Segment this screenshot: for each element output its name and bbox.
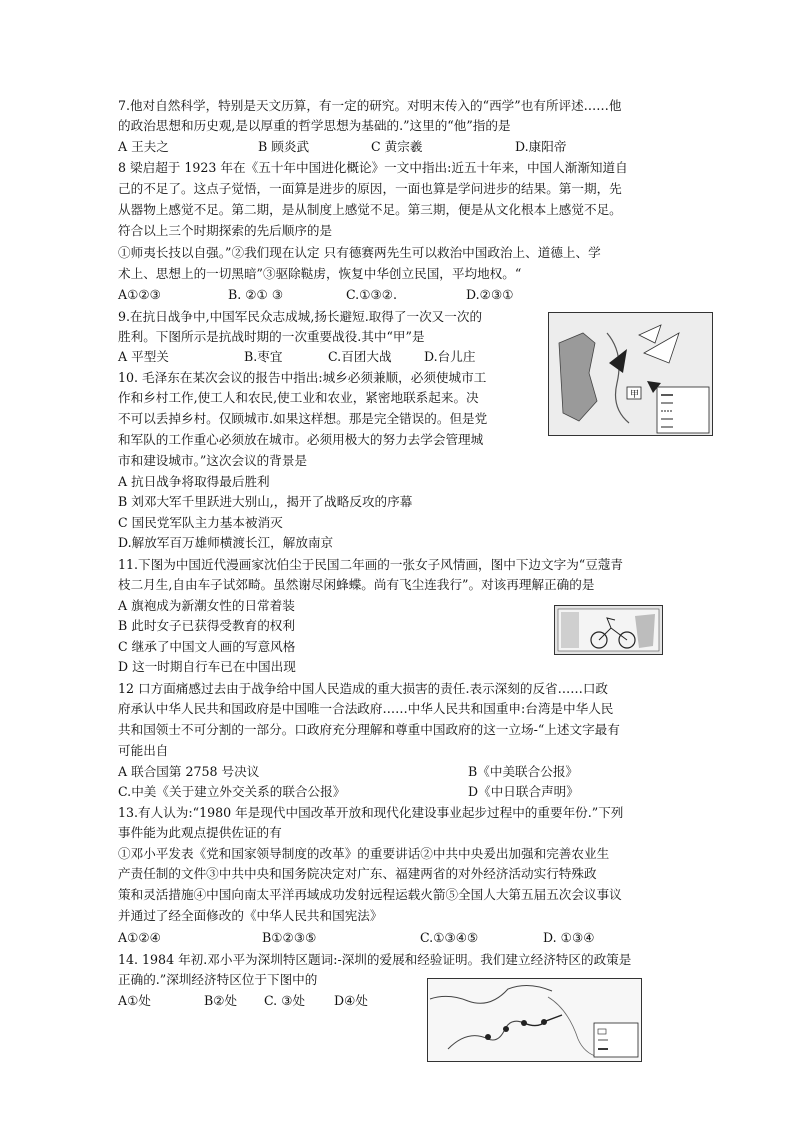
map-boundary [430, 985, 552, 1003]
q14-option-b: B②处 [204, 993, 238, 1008]
q10-option-d: D.解放军百万雄师横渡长江，解放南京 [118, 535, 334, 550]
map-river [607, 333, 629, 423]
q11-line-2: 枝二月生,自由车子试郊畸。虽然谢尽闲蜂蝶。尚有飞尘连我行”。对该再理解正确的是 [118, 577, 595, 592]
legend-row-1 [598, 1029, 606, 1034]
q7-option-d: D.康阳帝 [515, 139, 567, 154]
q8-line-1: 8 梁启超于 1923 年在《五十年中国进化概论》一文中指出:近五十年来，中国人渐渐知道自 [118, 160, 628, 175]
q8-option-a: A①②③ [118, 287, 161, 302]
cartoon-inscription [561, 612, 579, 648]
q8-option-d: D.②③① [466, 287, 514, 302]
q14-option-c: C. ③处 [264, 993, 306, 1008]
q10-line-5: 市和建设城市。”这次会议的背景是 [118, 453, 308, 468]
q12-line-3: 共和国领士不可分割的一部分。口政府充分理解和尊重中国政府的这一立场-“上述文字最有 [118, 722, 620, 737]
q8-line-4: 符合以上三个时期探索的先后顺序的是 [118, 223, 333, 238]
q8-line-2: 己的不足了。这点子觉悟，一面算是进步的原因，一面也算是学问进步的结果。第一期，先 [118, 181, 622, 196]
q13-option-d: D. ①③④ [543, 930, 595, 945]
q12-line-4: 可能出自 [118, 743, 169, 758]
q9-option-a: A 平型关 [118, 349, 169, 364]
q13-line-1: 13.有人认为:“1980 年是现代中国改革开放和现代化建设事业起步过程中的重要年份.”下列 [118, 805, 624, 820]
q12-option-a: A 联合国第 2758 号决议 [118, 764, 260, 779]
q9-option-b: B.枣宜 [244, 349, 283, 364]
q14-line-1: 14. 1984 年初.邓小平为深圳特区题词:-深圳的爱展和经验证明。我们建立经济特区的政策是 [118, 952, 632, 967]
q7-option-c: C 黄宗羲 [371, 139, 423, 154]
q9-option-c: C.百团大战 [328, 349, 392, 364]
shenzhen-map-figure [427, 978, 642, 1062]
q14-option-a: A①处 [118, 993, 151, 1008]
q8-line-3: 从器物上感觉不足。第二期，是从制度上感觉不足。第三期，便是从文化根本上感觉不足。 [118, 202, 622, 217]
q8-option-c: C.①③②. [346, 287, 398, 302]
cartoon-figure [554, 605, 663, 655]
q12-option-b: B《中美联合公报》 [468, 764, 579, 779]
q13-option-b: B①②③⑤ [262, 930, 317, 945]
q7-option-a: A 王夫之 [118, 139, 169, 154]
q12-line-2: 府承认中华人民共和国政府是中国唯一合法政府……中华人民共和国重申:台湾是中华人民 [118, 701, 614, 716]
q13-line-3: ①邓小平发表《党和国家领导制度的改革》的重要讲话②中共中央爰出加强和完善农业生 [118, 846, 610, 861]
q7-line-1: 7.他对自然科学，特别是天文历算，有一定的研究。对明末传入的“西学”也有所评述……他 [118, 98, 622, 113]
q9-line-1: 9.在抗日战争中,中国军民众志成城,扬长避短.取得了一次又一次的 [118, 309, 483, 324]
q11-option-a: A 旗袍成为新潮女性的日常着装 [118, 598, 295, 613]
q9-option-d: D.台儿庄 [424, 349, 476, 364]
q8-line-6: 术上、思想上的一切黑暗”③驱除鞑虏，恢复中华创立民国，平均地权。“ [118, 266, 522, 281]
q10-line-2: 作和乡村工作,使工人和农民,使工业和农业，紧密地联系起来。决 [118, 390, 479, 405]
q14-option-d: D④处 [334, 993, 368, 1008]
map-arrow-black [609, 349, 627, 373]
q10-line-1: 10. 毛泽东在某次会议的报告中指出:城乡必须兼顺，必须使城市工 [118, 370, 487, 385]
q13-line-4: 产责任制的文件③中共中央和国务院决定对广东、福建两省的对外经济活动实行特殊政 [118, 866, 597, 881]
q10-option-c: C 国民党军队主力基本被消灭 [118, 515, 283, 530]
q11-line-1: 11.下图为中国近代漫画家沈伯尘于民国二年画的一张女子风情画，图中下边文字为“豆蔻青 [118, 557, 624, 572]
shenzhen-map [428, 979, 641, 1061]
map-label-jia: 甲 [630, 390, 640, 400]
map-point-4 [541, 1019, 547, 1025]
q11-option-b: B 此时女子已获得受教育的权利 [118, 618, 295, 633]
q12-option-d: D《中日联合声明》 [468, 784, 579, 799]
map-point-2 [503, 1026, 509, 1032]
q10-option-b: B 刘邓大军千里跃进大别山,，揭开了战略反攻的序幕 [118, 494, 413, 509]
q8-option-b: B. ②① ③ [228, 287, 284, 302]
q11-option-c: C 继承了中国文人画的写意风格 [118, 639, 296, 654]
map-river-east [548, 997, 598, 1057]
q11-option-d: D 这一时期自行车已在中国出现 [118, 659, 296, 674]
q13-option-c: C.①③④⑤ [420, 930, 479, 945]
q7-line-2: 的政治思想和历史观,是以厚重的哲学思想为基础的.”这里的“他”指的是 [118, 118, 511, 133]
map-point-1 [485, 1034, 491, 1040]
q12-line-1: 12 口方面痛感过去由于战争给中国人民造成的重大损害的责任.表示深刻的反省……口政 [118, 681, 609, 696]
cartoon-illustration [555, 606, 662, 654]
map-arrow-north [639, 325, 661, 343]
q8-line-5: ①师夷长技以自强。”②我们现在认定 只有德赛两先生可以救治中国政治上、道德上、学 [118, 245, 601, 260]
q13-option-a: A①②④ [118, 930, 161, 945]
map-point-3 [521, 1020, 527, 1026]
q13-line-5: 策和灵活措施④中国向南太平洋再域成功发射远程运载火箭⑤全国人大第五届五次会议事议 [118, 887, 622, 902]
map-legend [657, 387, 709, 433]
q10-option-a: A 抗日战争将取得最后胜利 [118, 474, 270, 489]
q13-line-2: 事件能为此观点提供佐证的有 [118, 825, 282, 840]
q14-line-2: 正确的.”深圳经济特区位于下图中的 [118, 972, 318, 987]
q10-line-4: 和军队的工作重心必须放在城市。必须用极大的努力去学会管理城 [118, 432, 484, 447]
q13-line-6: 并通过了经全面修改的《中华人民共和国宪法》 [118, 908, 383, 923]
q12-option-c: C.中美《关于建立外交关系的联合公报》 [118, 784, 346, 799]
map-region-west [559, 333, 597, 421]
q10-line-3: 不可以丢掉乡村。仅顾城市.如果这样想。那是完全错误的。但是党 [118, 411, 488, 426]
q7-option-b: B 顾炎武 [258, 139, 310, 154]
q9-line-2: 胜利。下图所示是抗战时期的一次重要战役.其中“甲”是 [118, 329, 425, 344]
battle-map [549, 313, 712, 435]
battle-map-figure [548, 312, 713, 436]
